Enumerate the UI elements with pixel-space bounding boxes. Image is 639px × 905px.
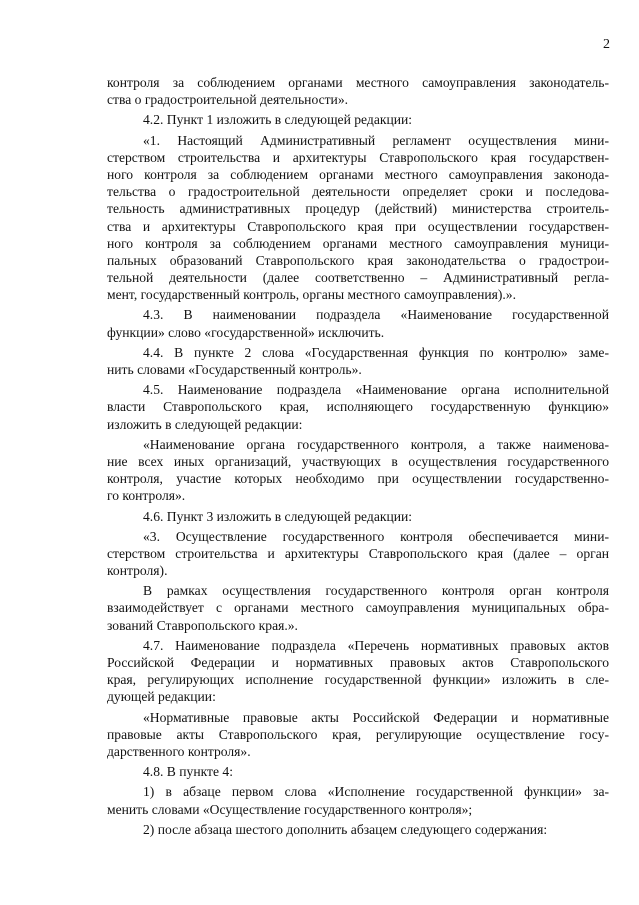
paragraph [107, 74, 609, 108]
text-line: 4.2. Пункт 1 изложить в следующей редакции: [143, 112, 413, 128]
text-line: функции» слово «государственной» исключить. [107, 324, 385, 340]
text-line: тельность административных процедур (действий) министерства строитель- [107, 201, 609, 217]
text-line: тельной деятельности (далее соответственно – Административный регла- [107, 270, 609, 286]
text-line: 4.8. В пункте 4: [143, 764, 233, 780]
paragraph [107, 783, 609, 817]
paragraph [107, 582, 609, 634]
paragraph [107, 821, 609, 838]
paragraph [107, 709, 609, 761]
text-line: пальных образований Ставропольского края законодательства о градострои- [107, 252, 609, 268]
text-line: взаимодействует с органами местного самоуправления муниципальных обра- [107, 600, 609, 616]
text-line: 4.4. В пункте 2 слова «Государственная функция по контролю» заме- [143, 344, 609, 360]
paragraph [107, 436, 609, 505]
text-line: ства о градостроительной деятельности». [107, 92, 349, 108]
text-line: 1) в абзаце первом слова «Исполнение государственной функции» за- [143, 784, 609, 800]
text-line: ние всех иных организаций, участвующих в осуществления государственного [107, 453, 609, 469]
text-line: 2) после абзаца шестого дополнить абзацем следующего содержания: [143, 821, 548, 837]
paragraph [107, 306, 609, 340]
text-line: ства и архитектуры Ставропольского края при осуществлении государствен- [107, 218, 609, 234]
text-line: тельства о градостроительной деятельности определяет сроки и последова- [107, 184, 609, 200]
text-line: мент, государственный контроль, органы местного самоуправления).». [107, 287, 516, 303]
text-line: менить словами «Осуществление государственного контроля»; [107, 801, 473, 817]
page-number: 2 [603, 37, 610, 52]
text-line: 4.7. Наименование подраздела «Перечень нормативных правовых актов [143, 637, 609, 653]
text-line: края, регулирующих исполнение государственной функции» изложить в сле- [107, 672, 609, 688]
text-line: го контроля». [107, 488, 186, 504]
text-line: «3. Осуществление государственного контроля обеспечивается мини- [143, 528, 609, 544]
text-line: 4.5. Наименование подраздела «Наименование органа исполнительной [143, 382, 609, 398]
text-line: «Наименование органа государственного контроля, а также наименова- [143, 436, 609, 452]
text-line: зований Ставропольского края.». [107, 617, 298, 633]
text-line: ного контроля за соблюдением органами местного самоуправления законода- [107, 166, 609, 182]
text-line: правовые акты Ставропольского края, регулирующие осуществление госу- [107, 726, 609, 742]
text-line: власти Ставропольского края, исполняющего государственную функцию» [107, 399, 609, 415]
text-line: дарственного контроля». [107, 743, 251, 759]
text-line: «1. Настоящий Административный регламент осуществления мини- [143, 132, 609, 148]
text-line: ного контроля за соблюдением органами местного самоуправления муници- [107, 235, 609, 251]
text-line: В рамках осуществления государственного контроля орган контроля [143, 583, 609, 599]
paragraph [107, 111, 609, 128]
text-line: контроля). [107, 563, 168, 579]
paragraph [107, 528, 609, 580]
text-line: 4.3. В наименовании подраздела «Наименование государственной [143, 307, 609, 323]
text-line: дующей редакции: [107, 689, 216, 705]
paragraph [107, 637, 609, 706]
text-line: Российской Федерации и нормативных правовых актов Ставропольского [107, 655, 609, 670]
text-line: изложить в следующей редакции: [107, 416, 303, 432]
text-line: «Нормативные правовые акты Российской Федерации и нормативные [143, 709, 609, 725]
paragraph [107, 132, 609, 304]
paragraph [107, 381, 609, 433]
text-line: стерством строительства и архитектуры Ставропольского края государствен- [107, 149, 609, 165]
text-line: нить словами «Государственный контроль». [107, 362, 362, 377]
paragraph [107, 763, 609, 780]
text-line: стерством строительства и архитектуры Ставропольского края (далее – орган [107, 545, 609, 561]
paragraph [107, 344, 609, 378]
paragraph [107, 508, 609, 525]
text-line: контроля, участие которых необходимо при осуществлении государственно- [107, 471, 609, 487]
text-line: контроля за соблюдением органами местного самоуправления законодатель- [107, 75, 609, 90]
document-body [107, 74, 609, 838]
text-line: 4.6. Пункт 3 изложить в следующей редакции: [143, 508, 413, 524]
